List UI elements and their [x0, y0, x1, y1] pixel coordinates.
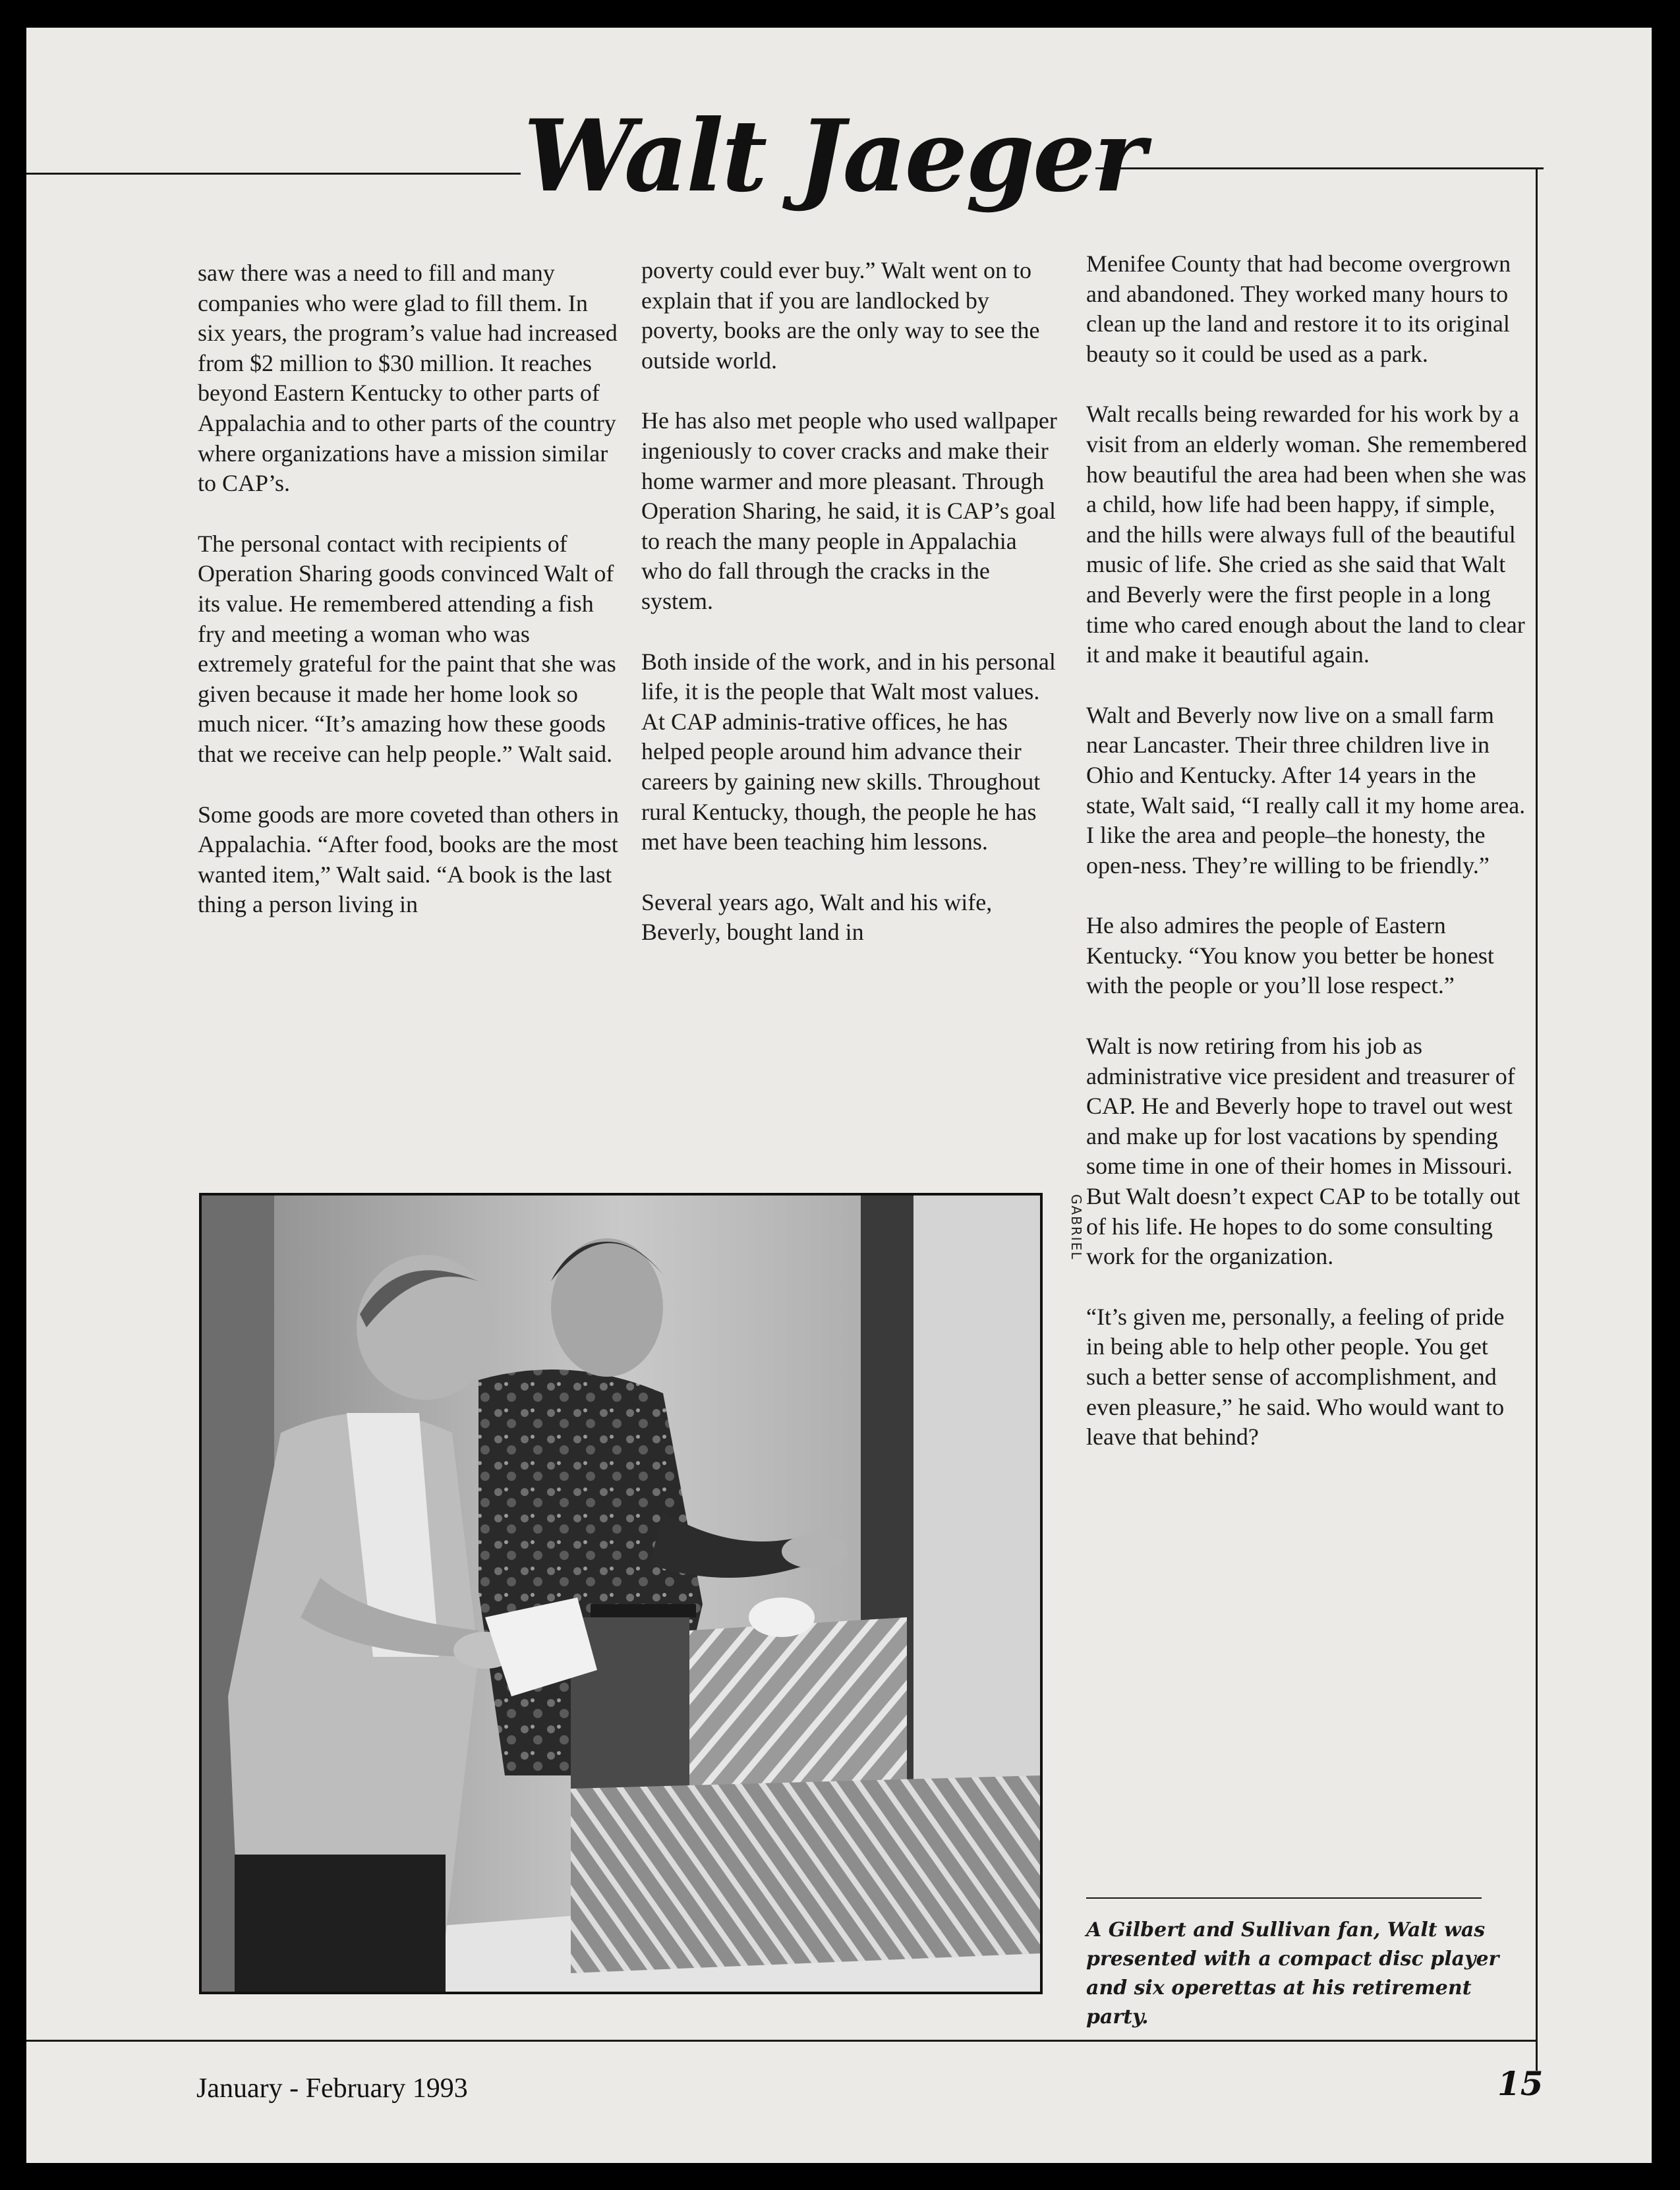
- photo-caption: A Gilbert and Sullivan fan, Walt was presented with a compact disc player and six operettas at his retirement party.: [1086, 1918, 1499, 2029]
- paragraph: Both inside of the work, and in his personal life, it is the people that Walt most values. At CAP adminis-trative offices, he has helped people around him advance their careers by gaining new skills. Throughout rural Kentucky, though, the people he has met have been teaching him lessons.: [641, 648, 1056, 855]
- paragraph: He also admires the people of Eastern Kentucky. “You know you better be honest with the people or you’ll lose respect.”: [1086, 912, 1494, 999]
- article-column-2: [641, 256, 1063, 978]
- paragraph: Walt and Beverly now live on a small farm near Lancaster. Their three children live in Ohio and Kentucky. After 14 years in the state, Walt said, “I really call it my home area. I like the area and people–the honesty, the open-ness. They’re willing to be friendly.”: [1086, 701, 1526, 879]
- paragraph: Menifee County that had become overgrown and abandoned. They worked many hours to clean up the land and restore it to its original beauty so it could be used as a park.: [1086, 250, 1511, 367]
- article-column-1: [198, 258, 620, 950]
- footer-rule: [26, 2040, 1538, 2042]
- paragraph: Several years ago, Walt and his wife, Beverly, bought land in: [641, 888, 993, 946]
- photo-credit: GABRIEL: [1068, 1194, 1084, 1261]
- issue-date: January - February 1993: [196, 2073, 468, 2104]
- photo-illustration: [202, 1196, 1040, 1992]
- paragraph: “It’s given me, personally, a feeling of pride in being able to help other people. You get such a better sense of accomplishment, and even pleasure,” he said. Who would want to leave that behind?: [1086, 1303, 1505, 1451]
- paragraph: The personal contact with recipients of Operation Sharing goods convinced Walt of its value. He remembered attending a fish fry and meeting a woman who was extremely grateful for the paint that she was given because it made her home look so much nicer. “It’s amazing how these goods that we receive can help people.” Walt said.: [198, 530, 616, 767]
- magazine-page: [26, 28, 1652, 2163]
- page-title: Walt Jaeger: [523, 98, 1144, 214]
- paragraph: He has also met people who used wallpaper ingeniously to cover cracks and make their home warmer and more pleasant. Through Operation Sharing, he said, it is CAP’s goal to reach the many people in Appalachia who do fall through the cracks in the system.: [641, 407, 1057, 614]
- paragraph: Some goods are more coveted than others in Appalachia. “After food, books are the most wanted item,” Walt said. “A book is the last thing a person living in: [198, 801, 619, 918]
- paragraph: Walt is now retiring from his job as administrative vice president and treasurer of CAP. He and Beverly hope to travel out west and make up for lost vacations by spending some time in one of their homes in Missouri. But Walt doesn’t expect CAP to be totally out of his life. He hopes to do some consulting work for the organization.: [1086, 1033, 1521, 1270]
- retirement-party-photo: [199, 1193, 1043, 1994]
- page-number: 15: [1497, 2064, 1544, 2103]
- paragraph: Walt recalls being rewarded for his work by a visit from an elderly woman. She remembered how beautiful the area had been when she was a child, how life had been happy, if simple, and the hills were always full of the beautiful music of life. She cried as she said that Walt and Beverly were the first people in a long time who cared enough about the land to clear it and make it beautiful again.: [1086, 401, 1527, 668]
- paragraph: poverty could ever buy.” Walt went on to explain that if you are landlocked by poverty, books are the only way to see the outside world.: [641, 257, 1040, 374]
- header-rule-right: [1095, 167, 1544, 169]
- article-column-3: [1086, 249, 1528, 1483]
- paragraph: saw there was a need to fill and many companies who were glad to fill them. In six years, the program’s value had increased from $2 million to $30 million. It reaches beyond Eastern Kentucky to other parts of Appalachia and to other parts of the country where organizations have a mission similar to CAP’s.: [198, 260, 618, 497]
- caption-rule: [1086, 1897, 1482, 1899]
- frame-rule-right: [1536, 167, 1538, 2071]
- header-rule-left: [26, 173, 521, 175]
